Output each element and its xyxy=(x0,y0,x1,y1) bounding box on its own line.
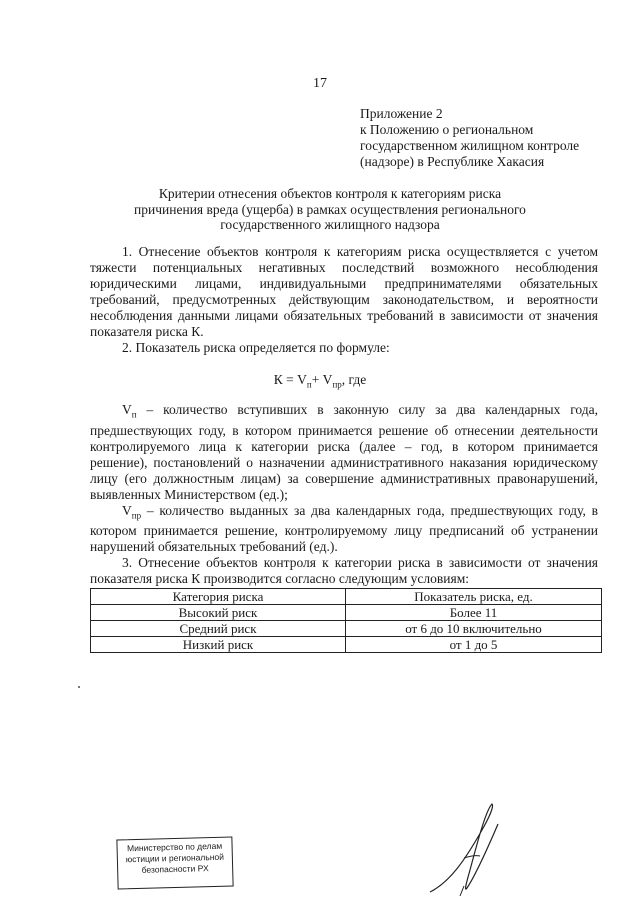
body-section-2 xyxy=(90,402,598,587)
signature-icon xyxy=(420,800,530,900)
appendix-line: государственном жилищном контроле xyxy=(360,138,580,153)
margin-mark xyxy=(78,686,80,688)
formula-tail: , где xyxy=(341,372,367,387)
title-line: Критерии отнесения объектов контроля к категориям риска xyxy=(158,186,502,201)
table-cell: Средний риск xyxy=(91,621,346,637)
title-line: причинения вреда (ущерба) в рамках осуществления регионального xyxy=(134,201,526,217)
formula-sub-p: п xyxy=(306,379,312,390)
appendix-header xyxy=(360,106,610,170)
appendix-line: (надзоре) в Республике Хакасия xyxy=(360,154,545,169)
formula-sub-pr: пр xyxy=(332,379,342,390)
table-header-row xyxy=(91,589,602,605)
table-cell: Высокий риск xyxy=(91,605,346,621)
table-row xyxy=(91,637,602,653)
appendix-line: к Положению о региональном xyxy=(360,122,534,137)
definition-vp: $V_п$ – количество вступивших в законную силу за два календарных года, предшествующих году, в котором принимается решение об отнесении деятельности контролируемого лица к категории риска (далее – год, в котором принимается решение), постановлений о назначении административного наказания юридическому лицу (его должностным лицам) за совершение административных правонарушений, выявленных Министерством (ед.); xyxy=(90,402,598,502)
stamp-line: безопасности РХ xyxy=(141,863,209,875)
table-row xyxy=(91,605,602,621)
table-header-cell: Показатель риска, ед. xyxy=(346,589,602,605)
table-cell: Более 11 xyxy=(346,605,602,621)
ministry-stamp xyxy=(116,836,233,889)
page-number: 17 xyxy=(313,76,327,91)
stamp-line: Министерство по делам xyxy=(126,840,223,854)
paragraph-2: 2. Показатель риска определяется по формуле: xyxy=(122,340,390,355)
definition-vpr: $V_{пр}$ – количество выданных за два календарных года, предшествующих году, в котором принимается решение, контролируемому лицу предписаний об устранении нарушений обязательных требований (ед.). xyxy=(90,502,598,555)
document-title xyxy=(130,186,530,233)
body-section-1 xyxy=(90,244,598,356)
paragraph-1: 1. Отнесение объектов контроля к категориям риска осуществляется с учетом тяжести потенциальных негативных последствий возможного несоблюдения юридическими лицами, индивидуальными предпринимателями обязательных требований, предусмотренных действующим законодательством, и вероятности несоблюдения данными лицами обязательных требований в зависимости от значения показателя риска К. xyxy=(90,244,598,339)
appendix-line: Приложение 2 xyxy=(360,106,443,121)
title-line: государственного жилищного надзора xyxy=(220,217,440,232)
risk-formula xyxy=(0,372,640,390)
table-cell: от 1 до 5 xyxy=(346,637,602,653)
table-row xyxy=(91,621,602,637)
risk-category-table xyxy=(90,588,602,653)
table-cell: Низкий риск xyxy=(91,637,346,653)
table-header-cell: Категория риска xyxy=(91,589,346,605)
formula-lhs: К = V xyxy=(273,372,307,387)
table-cell: от 6 до 10 включительно xyxy=(346,621,602,637)
formula-plus: + V xyxy=(311,372,333,387)
stamp-line: юстиции и региональной xyxy=(125,851,225,865)
paragraph-3: 3. Отнесение объектов контроля к категории риска в зависимости от значения показателя риска К производится согласно следующим условиям: xyxy=(90,555,598,587)
